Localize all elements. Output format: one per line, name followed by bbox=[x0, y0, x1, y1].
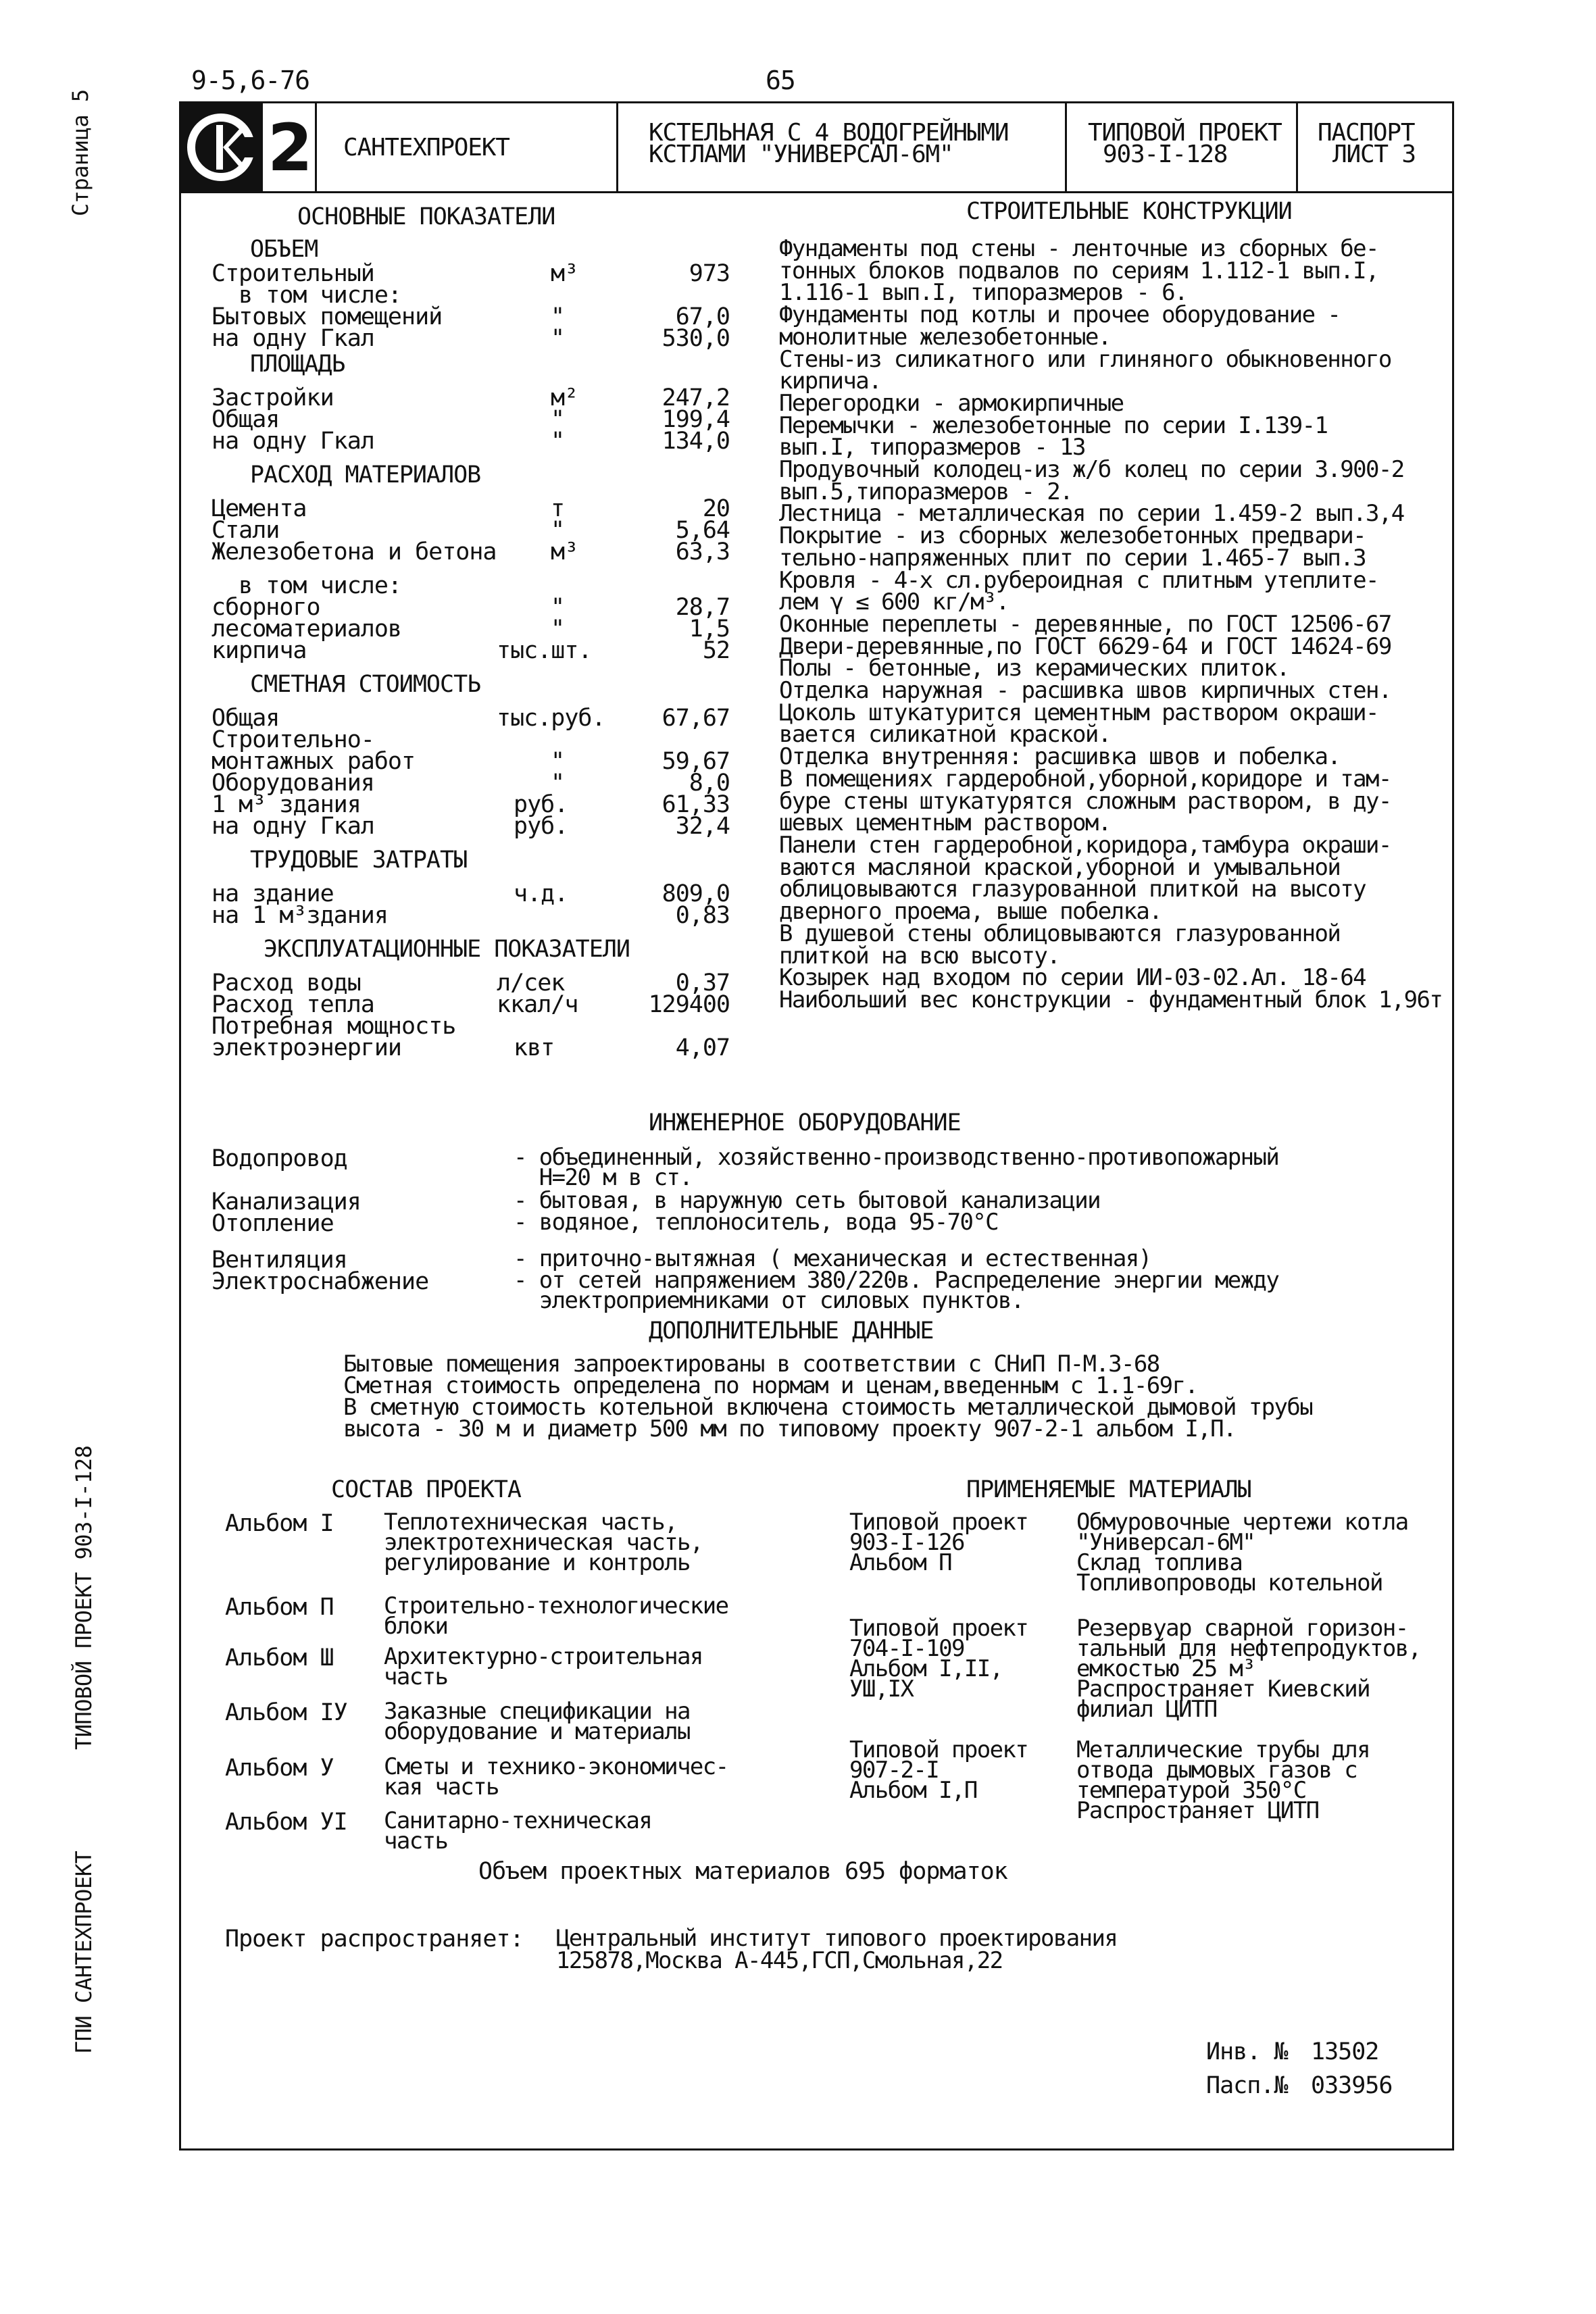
margin-project-label: ТИПОВОЙ ПРОЕКТ 903-I-128 bbox=[71, 1445, 97, 1750]
material-description: Металлические трубы для отвода дымовых газов с температурой 350°С Распространяет ЦИТП bbox=[1076, 1736, 1370, 1824]
album-description: Строительно-технологические блоки bbox=[384, 1592, 728, 1640]
header-sep-3 bbox=[1065, 101, 1067, 193]
indicator-label: Расход тепла bbox=[211, 991, 374, 1018]
engineering-title: ИНЖЕНЕРНОЕ ОБОРУДОВАНИЕ bbox=[649, 1109, 961, 1136]
indicator-unit: м³ bbox=[551, 538, 578, 565]
inv-value: 13502 bbox=[1311, 2038, 1379, 2065]
engineering-text: - объединенный, хозяйственно-производственно-противопожарный Н=20 м в ст. bbox=[514, 1144, 1279, 1191]
indicator-heading: РАСХОД МАТЕРИАЛОВ bbox=[250, 461, 481, 488]
engineering-label: Водопровод bbox=[211, 1145, 347, 1172]
santekhproekt-logo bbox=[181, 103, 315, 191]
indicator-unit: т bbox=[551, 495, 565, 522]
indicator-unit: " bbox=[551, 303, 565, 330]
indicator-label: в том числе: bbox=[211, 282, 402, 309]
indicator-value: 20 bbox=[702, 495, 730, 522]
indicator-label: Железобетона и бетона bbox=[211, 538, 497, 565]
indicator-value: 32,4 bbox=[675, 813, 730, 840]
indicator-value: 530,0 bbox=[662, 325, 730, 352]
engineering-text: - приточно-вытяжная ( механическая и естественная) bbox=[514, 1245, 1151, 1272]
album-name: Альбом Ш bbox=[225, 1644, 334, 1671]
indicator-unit: " bbox=[551, 615, 565, 643]
indicator-label: на одну Гкал bbox=[211, 325, 374, 352]
pasp-value: 033956 bbox=[1311, 2072, 1393, 2099]
indicator-unit: квт bbox=[514, 1034, 555, 1061]
distribution-text: Центральный институт типового проектирования 125878,Москва А-445,ГСП,Смольная,22 bbox=[556, 1925, 1118, 1974]
album-name: Альбом I bbox=[225, 1510, 334, 1537]
engineering-text: - водяное, теплоноситель, вода 95-70°С bbox=[514, 1209, 999, 1236]
indicator-label: Общая bbox=[211, 705, 280, 732]
project-line-1: ТИПОВОЙ ПРОЕКТ bbox=[1088, 119, 1282, 147]
engineering-label: Электроснабжение bbox=[211, 1268, 429, 1295]
engineering-label: Вентиляция bbox=[211, 1247, 347, 1274]
indicator-unit: " bbox=[551, 517, 565, 544]
title-line-2: КСТЛАМИ "УНИВЕРСАЛ-6М" bbox=[649, 141, 953, 168]
indicator-value: 247,2 bbox=[662, 384, 730, 411]
indicator-value: 0,83 bbox=[675, 902, 730, 929]
indicator-value: 973 bbox=[689, 260, 730, 287]
passport-line-2: ЛИСТ 3 bbox=[1332, 141, 1416, 168]
album-description: Архитектурно-строительная часть bbox=[384, 1643, 703, 1690]
material-description: Резервуар сварной горизон- тальный для нефтепродуктов, емкостью 25 м³ Распространяет Киевский филиал ЦИТП bbox=[1076, 1615, 1421, 1723]
indicator-label: Цемента bbox=[211, 495, 307, 522]
indicator-label: кирпича bbox=[211, 637, 307, 664]
indicator-unit: ч.д. bbox=[514, 880, 568, 907]
indicator-label: Оборудования bbox=[211, 770, 374, 797]
indicator-value: 61,33 bbox=[662, 791, 730, 818]
additional-title: ДОПОЛНИТЕЛЬНЫЕ ДАННЫЕ bbox=[649, 1317, 934, 1344]
constructions-title: СТРОИТЕЛЬНЫЕ КОНСТРУКЦИИ bbox=[966, 198, 1292, 225]
indicator-label: Стали bbox=[211, 517, 280, 544]
volume-note: Объем проектных материалов 695 форматок bbox=[478, 1858, 1007, 1885]
indicator-value: 52 bbox=[702, 637, 730, 664]
indicator-label: Общая bbox=[211, 406, 280, 433]
indicator-label: сборного bbox=[211, 594, 320, 621]
materials-title: ПРИМЕНЯЕМЫЕ МАТЕРИАЛЫ bbox=[966, 1476, 1251, 1503]
indicator-value: 129400 bbox=[648, 991, 730, 1018]
indicator-unit: ккал/ч bbox=[497, 991, 578, 1018]
indicator-label: монтажных работ bbox=[211, 748, 416, 775]
indicator-label: в том числе: bbox=[211, 572, 402, 599]
indicator-value: 199,4 bbox=[662, 406, 730, 433]
album-description: Теплотехническая часть, электротехническая часть, регулирование и контроль bbox=[384, 1509, 703, 1576]
indicator-unit: тыс.шт. bbox=[497, 637, 592, 664]
indicator-value: 5,64 bbox=[675, 517, 730, 544]
material-description: Обмуровочные чертежи котла "Универсал-6М" Склад топлива Топливопроводы котельной bbox=[1076, 1509, 1408, 1596]
album-description: Санитарно-техническая часть bbox=[384, 1807, 652, 1855]
material-reference: Типовой проект 907-2-I Альбом I,П bbox=[849, 1736, 1028, 1804]
indicator-unit: руб. bbox=[514, 791, 568, 818]
indicator-label: Строительный bbox=[211, 260, 374, 287]
indicator-unit: " bbox=[551, 748, 565, 775]
indicator-label: на одну Гкал bbox=[211, 813, 374, 840]
indicator-value: 134,0 bbox=[662, 428, 730, 455]
indicator-unit: " bbox=[551, 770, 565, 797]
main-indicators-title: ОСНОВНЫЕ ПОКАЗАТЕЛИ bbox=[297, 203, 555, 230]
album-description: Заказные спецификации на оборудование и материалы bbox=[384, 1698, 690, 1745]
margin-org-label: ГПИ САНТЕХПРОЕКТ bbox=[71, 1851, 97, 2054]
material-reference: Типовой проект 704-I-109 Альбом I,II, УШ,IX bbox=[849, 1615, 1028, 1703]
album-name: Альбом IУ bbox=[225, 1699, 347, 1726]
passport-line-1: ПАСПОРТ bbox=[1318, 119, 1415, 147]
header-divider bbox=[179, 191, 1454, 193]
indicator-unit: " bbox=[551, 406, 565, 433]
indicator-label: Бытовых помещений bbox=[211, 303, 443, 330]
header-sep-4 bbox=[1296, 101, 1298, 193]
inv-label: Инв. № bbox=[1206, 2038, 1288, 2065]
album-name: Альбом П bbox=[225, 1594, 334, 1621]
indicator-value: 28,7 bbox=[675, 594, 730, 621]
indicator-value: 67,67 bbox=[662, 705, 730, 732]
album-name: Альбом УI bbox=[225, 1809, 347, 1836]
margin-page-label: Страница 5 bbox=[68, 89, 93, 216]
indicator-label: на 1 м³здания bbox=[211, 902, 388, 929]
indicator-unit: м² bbox=[551, 384, 578, 411]
indicator-unit: " bbox=[551, 428, 565, 455]
indicator-unit: л/сек bbox=[497, 970, 565, 997]
album-name: Альбом У bbox=[225, 1755, 334, 1782]
engineering-label: Канализация bbox=[211, 1188, 361, 1215]
header-sep-2 bbox=[616, 101, 618, 193]
indicator-heading: ТРУДОВЫЕ ЗАТРАТЫ bbox=[250, 847, 468, 874]
indicator-unit: " bbox=[551, 325, 565, 352]
indicator-label: Потребная мощность bbox=[211, 1013, 456, 1040]
additional-text: Бытовые помещения запроектированы в соответствии с СНиП П-М.3-68 Сметная стоимость определена по нормам и ценам,введенным с 1.1-69г. В сметную стоимость котельной включена стоимость металлической дымовой трубы высота - 30 м и диаметр 500 мм по типовому проекту 907-2-1 альбом I,П. bbox=[343, 1351, 1313, 1442]
indicator-heading: ПЛОЩАДЬ bbox=[250, 351, 345, 378]
indicator-value: 59,67 bbox=[662, 748, 730, 775]
indicator-unit: тыс.руб. bbox=[497, 705, 605, 732]
indicator-label: на здание bbox=[211, 880, 334, 907]
album-description: Сметы и технико-экономичес- кая часть bbox=[384, 1753, 728, 1801]
indicator-value: 0,37 bbox=[675, 970, 730, 997]
indicator-heading: СМЕТНАЯ СТОИМОСТЬ bbox=[250, 671, 481, 698]
indicator-label: на одну Гкал bbox=[211, 428, 374, 455]
indicator-value: 63,3 bbox=[675, 538, 730, 565]
document-code: 9-5,6-76 bbox=[191, 66, 310, 95]
pasp-label: Пасп.№ bbox=[1206, 2072, 1288, 2099]
engineering-text: - бытовая, в наружную сеть бытовой канализации bbox=[514, 1187, 1101, 1214]
project-line-2: 903-I-128 bbox=[1103, 141, 1228, 168]
composition-title: СОСТАВ ПРОЕКТА bbox=[331, 1476, 522, 1503]
indicator-label: лесоматериалов bbox=[211, 615, 402, 643]
engineering-label: Отопление bbox=[211, 1210, 334, 1237]
indicator-unit: руб. bbox=[514, 813, 568, 840]
title-line-1: КСТЕЛЬНАЯ С 4 ВОДОГРЕЙНЫМИ bbox=[649, 119, 1009, 147]
indicator-value: 67,0 bbox=[675, 303, 730, 330]
header-sep-1 bbox=[315, 101, 317, 193]
indicator-label: Застройки bbox=[211, 384, 334, 411]
indicator-value: 809,0 bbox=[662, 880, 730, 907]
indicator-heading: ОБЪЕМ bbox=[250, 236, 318, 263]
logo-digit: 2 bbox=[268, 110, 313, 186]
constructions-text: Фундаменты под стены - ленточные из сборных бе- тонных блоков подвалов по сериям 1.112-1 вып.I, 1.116-1 вып.I, типоразмеров - 6. Фундаменты под котлы и прочее оборудование - монолитные железобетонные. Стены-из силикатного или глиняного обыкновенного кирпича. Перегородки - армокирпичные Перемычки - железобетонные по серии I.139-1 вып.I, типоразмеров - 13 Продувочный колодец-из ж/б колец по серии 3.900-2 вып.5,типоразмеров - 2. Лестница - металлическая по серии 1.459-2 вып.3,4 Покрытие - из сборных железобетонных предвари- тельно-напряженных плит по серии 1.465-7 вып.3 Кровля - 4-х сл.рубероидная с плитным утеплите- лем γ ≤ 600 кг/м³. Оконные переплеты - деревянные, по ГОСТ 12506-67 Двери-деревянные,по ГОСТ 6629-64 и ГОСТ 14624-69 Полы - бетонные, из керамических плиток. Отделка наружная - расшивка швов кирпичных стен. Цоколь штукатурится цементным раствором окраши- вается силикатной краской. Отделка внутренняя: расшивка швов и побелка. В помещениях гардеробной,уборной,коридоре и там- буре стены штукатурятся сложным раствором, в ду- шевых цементным раствором. Панели стен гардеробной,коридора,тамбура окраши- ваются масляной краской,уборной и умывальной облицовываются глазурованной плиткой на высоту дверного проема, выше побелка. В душевой стены облицовываются глазурованной плиткой на всю высоту. Козырек над входом по серии ИИ-03-02.Ал. 18-64 Наибольший вес конструкции - фундаментный блок 1,96т bbox=[779, 235, 1443, 1013]
indicator-label: Строительно- bbox=[211, 726, 374, 753]
indicator-label: электроэнергии bbox=[211, 1034, 402, 1061]
indicator-heading: ЭКСПЛУАТАЦИОННЫЕ ПОКАЗАТЕЛИ bbox=[264, 936, 630, 963]
indicator-label: Расход воды bbox=[211, 970, 361, 997]
material-reference: Типовой проект 903-I-126 Альбом П bbox=[849, 1509, 1028, 1576]
distribution-label: Проект распространяет: bbox=[225, 1926, 524, 1953]
indicator-unit: " bbox=[551, 594, 565, 621]
engineering-text: - от сетей напряжением 380/220в. Распределение энергии между электроприемниками от силовых пунктов. bbox=[514, 1267, 1279, 1314]
org-name: САНТЕХПРОЕКТ bbox=[343, 134, 509, 161]
indicator-unit: м³ bbox=[551, 260, 578, 287]
indicator-value: 4,07 bbox=[675, 1034, 730, 1061]
indicator-label: 1 м³ здания bbox=[211, 791, 361, 818]
page-number: 65 bbox=[766, 66, 795, 95]
indicator-value: 8,0 bbox=[689, 770, 730, 797]
indicator-value: 1,5 bbox=[689, 615, 730, 643]
